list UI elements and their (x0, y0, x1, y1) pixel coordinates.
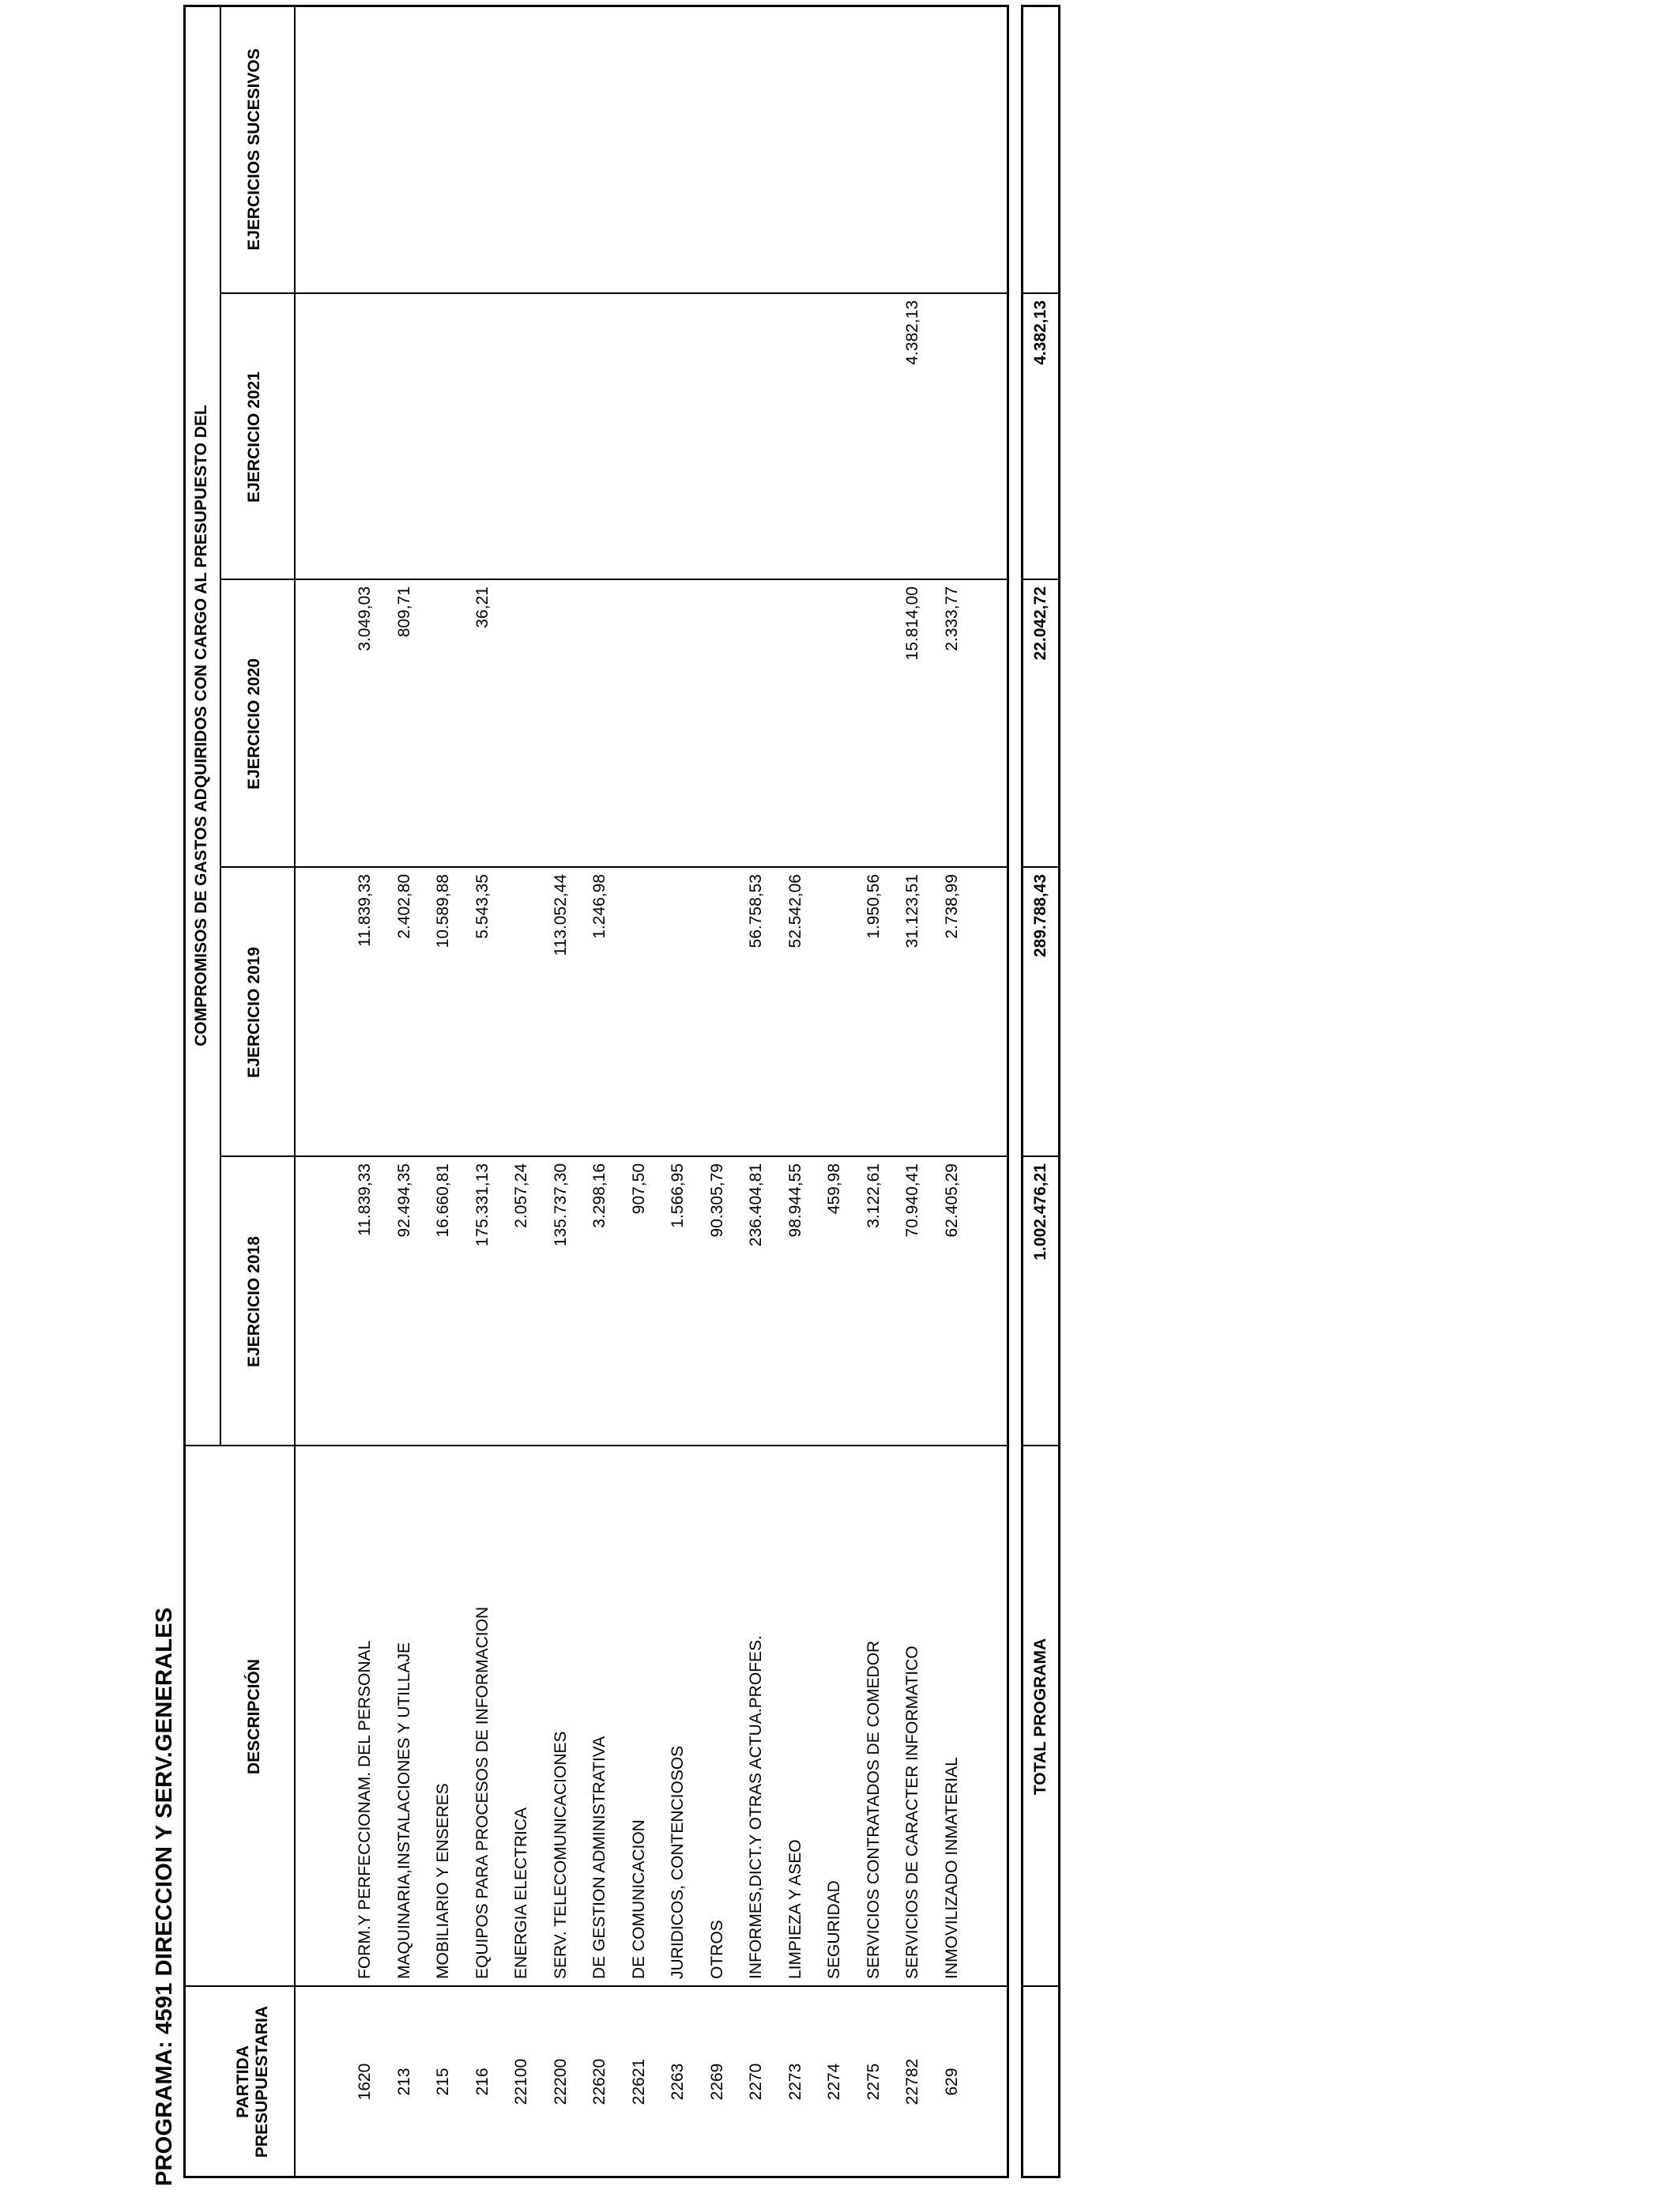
cell-ej2019: 2.402,80 (394, 874, 413, 939)
cell-partida: 213 (394, 2068, 413, 2096)
total-ej2020: 22.042,72 (1031, 586, 1049, 661)
cell-ej2019: 52.542,06 (785, 874, 804, 948)
cell-ej2018: 135.737,30 (551, 1163, 570, 1247)
cell-descripcion: INMOVILIZADO INMATERIAL (942, 1757, 961, 1979)
cell-ej2018: 2.057,24 (512, 1163, 530, 1228)
cell-partida: 22620 (590, 2058, 608, 2105)
cell-ej2018: 92.494,35 (394, 1163, 413, 1238)
cell-ej2018: 459,98 (825, 1163, 843, 1215)
cell-ej2018: 1.566,95 (669, 1163, 687, 1228)
total-label: TOTAL PROGRAMA (1031, 1638, 1049, 1796)
header-partida-line1: PARTIDA (234, 2045, 252, 2118)
cell-partida: 22100 (512, 2058, 530, 2105)
cell-ej2018: 3.298,16 (590, 1163, 608, 1228)
cell-descripcion: LIMPIEZA Y ASEO (785, 1839, 804, 1979)
cell-ej2018: 236.404,81 (747, 1163, 765, 1247)
cell-descripcion: SEGURIDAD (825, 1880, 843, 1979)
cell-descripcion: FORM.Y PERFECCIONAM. DEL PERSONAL (356, 1640, 374, 1979)
cell-descripcion: SERV. TELECOMUNICACIONES (551, 1731, 570, 1979)
cell-ej2020: 809,71 (394, 586, 413, 638)
cell-ej2018: 175.331,13 (473, 1163, 492, 1247)
header-compromisos: COMPROMISOS DE GASTOS ADQUIRIDOS CON CARGO AL PRESUPUESTO DEL (192, 405, 210, 1046)
header-ej2018: EJERCICIO 2018 (245, 1236, 263, 1367)
cell-ej2020: 2.333,77 (942, 586, 961, 651)
cell-descripcion: DE COMUNICACION (629, 1819, 648, 1979)
cell-descripcion: EQUIPOS PARA PROCESOS DE INFORMACION (473, 1606, 492, 1979)
cell-partida: 2274 (825, 2063, 843, 2101)
cell-ej2019: 11.839,33 (356, 874, 374, 947)
cell-descripcion: SERVICIOS DE CARACTER INFORMATICO (903, 1646, 921, 1979)
cell-ej2018: 11.839,33 (356, 1163, 374, 1236)
header-partida (234, 1987, 272, 2177)
header-ej2019: EJERCICIO 2019 (245, 947, 263, 1078)
cell-descripcion: MOBILIARIO Y ENSERES (434, 1783, 452, 1979)
cell-ej2018: 907,50 (629, 1163, 648, 1215)
cell-partida: 216 (473, 2068, 492, 2096)
cell-descripcion: MAQUINARIA,INSTALACIONES Y UTILLAJE (394, 1642, 413, 1979)
cell-partida: 22782 (903, 2058, 921, 2105)
header-partida-line2: PRESUPUESTARIA (253, 2005, 271, 2158)
cell-ej2018: 16.660,81 (434, 1163, 452, 1238)
cell-partida: 22621 (629, 2058, 648, 2105)
cell-partida: 2270 (747, 2063, 765, 2101)
cell-ej2020: 3.049,03 (356, 586, 374, 651)
cell-ej2018: 70.940,41 (903, 1163, 921, 1238)
cell-ej2019: 1.950,56 (864, 874, 883, 939)
cell-partida: 215 (434, 2068, 452, 2096)
cell-ej2019: 5.543,35 (473, 874, 492, 939)
cell-descripcion: JURIDICOS, CONTENCIOSOS (669, 1745, 687, 1979)
cell-ej2019: 56.758,53 (747, 874, 765, 948)
cell-descripcion: INFORMES,DICT.Y OTRAS ACTUA.PROFES. (747, 1635, 765, 1979)
cell-descripcion: OTROS (707, 1920, 726, 1979)
cell-partida: 2275 (864, 2063, 883, 2101)
cell-ej2018: 62.405,29 (942, 1163, 961, 1238)
cell-ej2018: 90.305,79 (707, 1163, 726, 1238)
cell-ej2020: 36,21 (473, 586, 492, 628)
cell-ej2020: 15.814,00 (903, 586, 921, 661)
cell-ej2021: 4.382,13 (903, 300, 921, 365)
total-ej2018: 1.002.476,21 (1031, 1163, 1049, 1261)
header-ej2021: EJERCICIO 2021 (245, 371, 263, 503)
total-ej2021: 4.382,13 (1031, 300, 1049, 365)
cell-descripcion: ENERGIA ELECTRICA (512, 1807, 530, 1979)
header-ej2020: EJERCICIO 2020 (245, 658, 263, 790)
program-title: PROGRAMA: 4591 DIRECCION Y SERV.GENERALES (152, 1607, 177, 2186)
cell-partida: 629 (942, 2068, 961, 2096)
header-sucesivos: EJERCICIOS SUCESIVOS (245, 48, 263, 251)
cell-ej2019: 31.123,51 (903, 874, 921, 948)
cell-descripcion: SERVICIOS CONTRATADOS DE COMEDOR (864, 1640, 883, 1979)
cell-ej2019: 2.738,99 (942, 874, 961, 939)
cell-partida: 2273 (785, 2063, 804, 2101)
cell-ej2018: 98.944,55 (785, 1163, 804, 1238)
cell-ej2019: 113.052,44 (551, 874, 570, 956)
cell-ej2019: 1.246,98 (590, 874, 608, 939)
cell-partida: 22200 (551, 2058, 570, 2105)
cell-partida: 1620 (356, 2063, 374, 2101)
cell-descripcion: DE GESTION ADMINISTRATIVA (590, 1736, 608, 1979)
total-ej2019: 289.788,43 (1031, 874, 1049, 958)
header-descripcion: DESCRIPCIÓN (245, 1659, 263, 1774)
cell-partida: 2263 (669, 2063, 687, 2101)
cell-ej2019: 10.589,88 (434, 874, 452, 948)
cell-ej2018: 3.122,61 (864, 1163, 883, 1228)
cell-partida: 2269 (707, 2063, 726, 2101)
